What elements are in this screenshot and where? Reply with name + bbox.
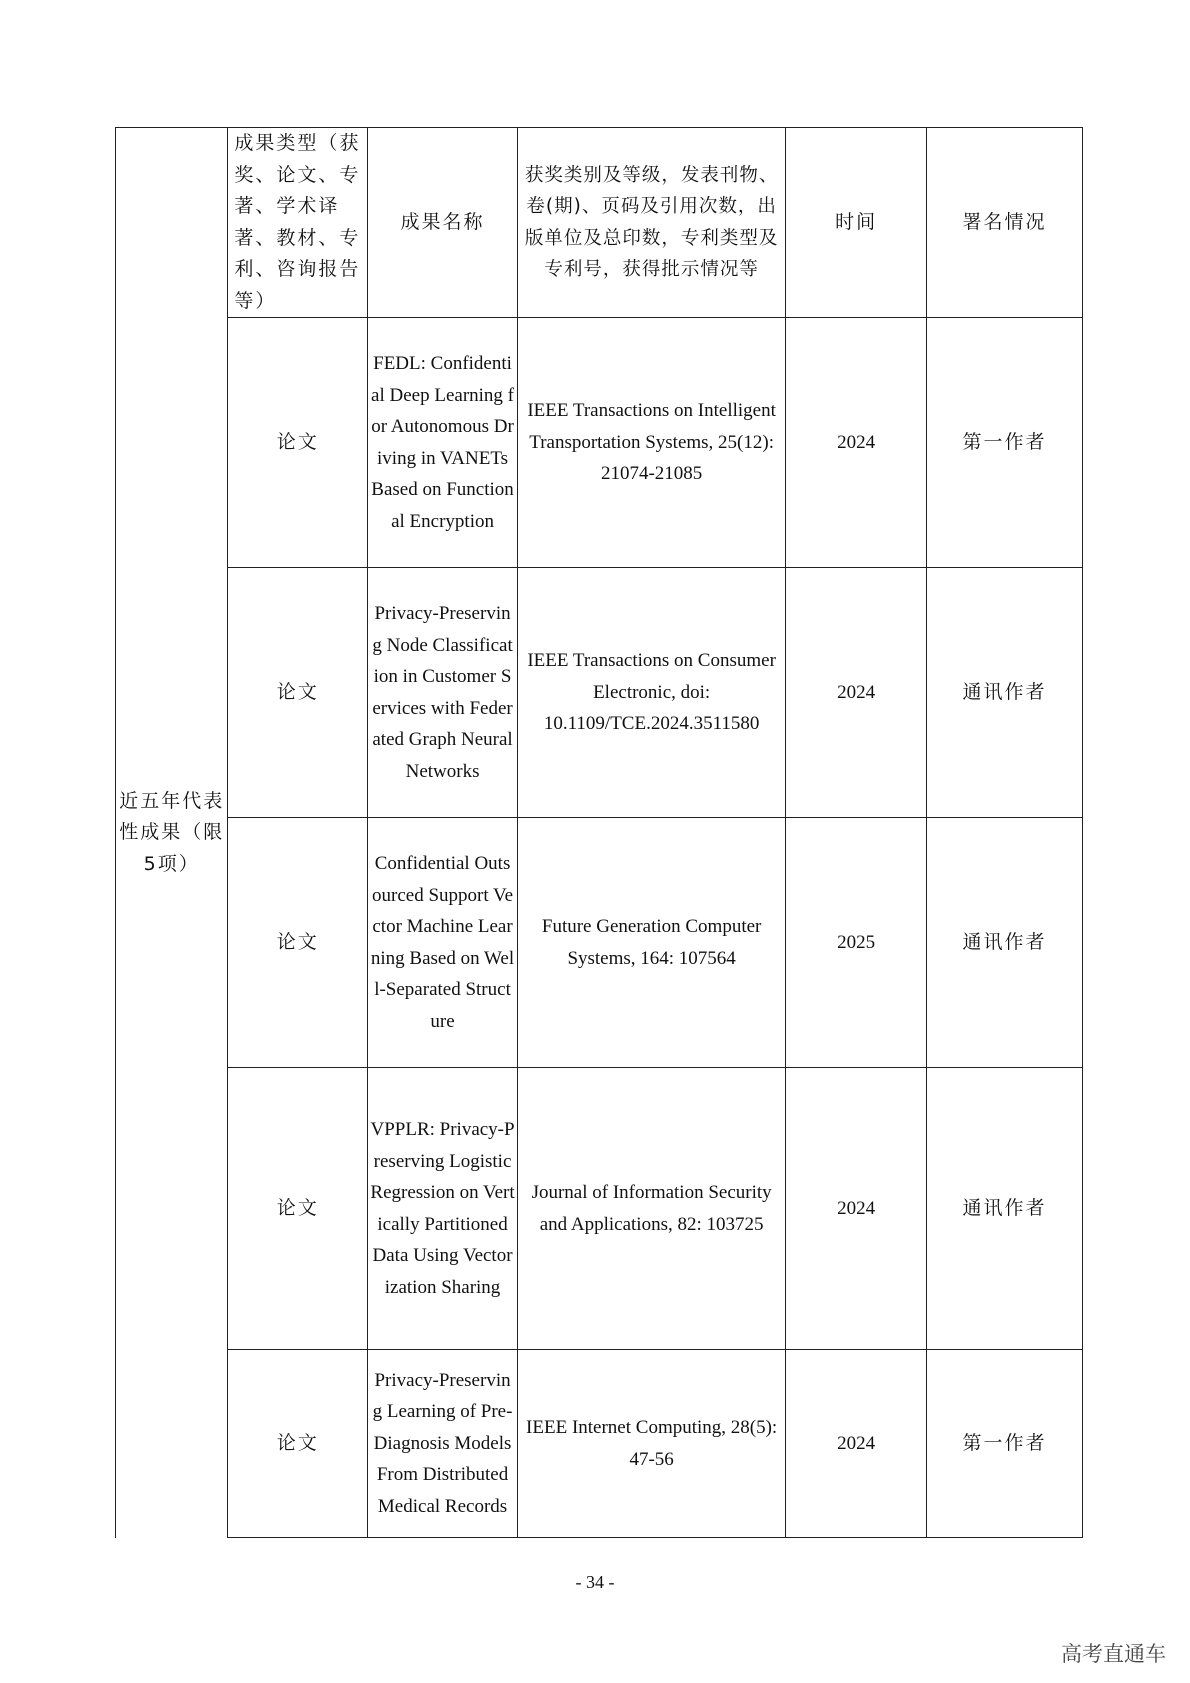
header-time-label: 时间: [835, 210, 878, 233]
row-time: 2024: [786, 318, 927, 568]
row-sign: 通讯作者: [927, 568, 1083, 818]
row-sign: 通讯作者: [927, 1068, 1083, 1350]
header-name: [368, 128, 518, 318]
header-type-label: 成果类型（获奖、论文、专著、学术译著、教材、专利、咨询报告等）: [234, 132, 361, 312]
row-sign: 第一作者: [927, 1350, 1083, 1538]
category-cell: [116, 128, 228, 1538]
header-time: [786, 128, 927, 318]
row-type: 论文: [228, 1068, 368, 1350]
row-type: 论文: [228, 568, 368, 818]
row-time: 2024: [786, 1350, 927, 1538]
category-label: 近五年代表性成果（限5项）: [119, 789, 225, 875]
table-row: [116, 568, 1083, 818]
achievements-table: [115, 127, 1083, 1538]
row-type: 论文: [228, 1350, 368, 1538]
table-row: [116, 1068, 1083, 1350]
table-row: [116, 1350, 1083, 1538]
header-type: [228, 128, 368, 318]
row-sign: 第一作者: [927, 318, 1083, 568]
row-detail: IEEE Internet Computing, 28(5): 47-56: [517, 1350, 785, 1538]
header-sign: [927, 128, 1083, 318]
row-name: Privacy-Preserving Learning of Pre-Diagnosis Models From Distributed Medical Records: [368, 1350, 518, 1538]
header-name-label: 成果名称: [400, 210, 485, 233]
row-name: Privacy-Preserving Node Classification in Customer Services with Federated Graph Neural Networks: [368, 568, 518, 818]
row-sign: 通讯作者: [927, 818, 1083, 1068]
table-header-row: [116, 128, 1083, 318]
header-detail: [517, 128, 785, 318]
row-time: 2025: [786, 818, 927, 1068]
row-time: 2024: [786, 568, 927, 818]
row-type: 论文: [228, 318, 368, 568]
header-sign-label: 署名情况: [962, 210, 1047, 233]
header-detail-label: 获奖类别及等级，发表刊物、卷(期)、页码及引用次数，出版单位及总印数，专利类型及专利号，获得批示情况等: [524, 164, 779, 280]
row-name: VPPLR: Privacy-Preserving Logistic Regression on Vertically Partitioned Data Using Vectorization Sharing: [368, 1068, 518, 1350]
watermark-text: 高考直通车: [1061, 1642, 1166, 1666]
table-row: [116, 318, 1083, 568]
row-time: 2024: [786, 1068, 927, 1350]
row-name: FEDL: Confidential Deep Learning for Autonomous Driving in VANETs Based on Functional Encryption: [368, 318, 518, 568]
row-detail: IEEE Transactions on Intelligent Transportation Systems, 25(12): 21074-21085: [517, 318, 785, 568]
table-row: [116, 818, 1083, 1068]
page-number: - 34 -: [575, 1572, 615, 1592]
row-name: Confidential Outsourced Support Vector Machine Learning Based on Well-Separated Structure: [368, 818, 518, 1068]
row-detail: Future Generation Computer Systems, 164: 107564: [517, 818, 785, 1068]
row-detail: IEEE Transactions on Consumer Electronic, doi: 10.1109/TCE.2024.3511580: [517, 568, 785, 818]
row-detail: Journal of Information Security and Applications, 82: 103725: [517, 1068, 785, 1350]
row-type: 论文: [228, 818, 368, 1068]
